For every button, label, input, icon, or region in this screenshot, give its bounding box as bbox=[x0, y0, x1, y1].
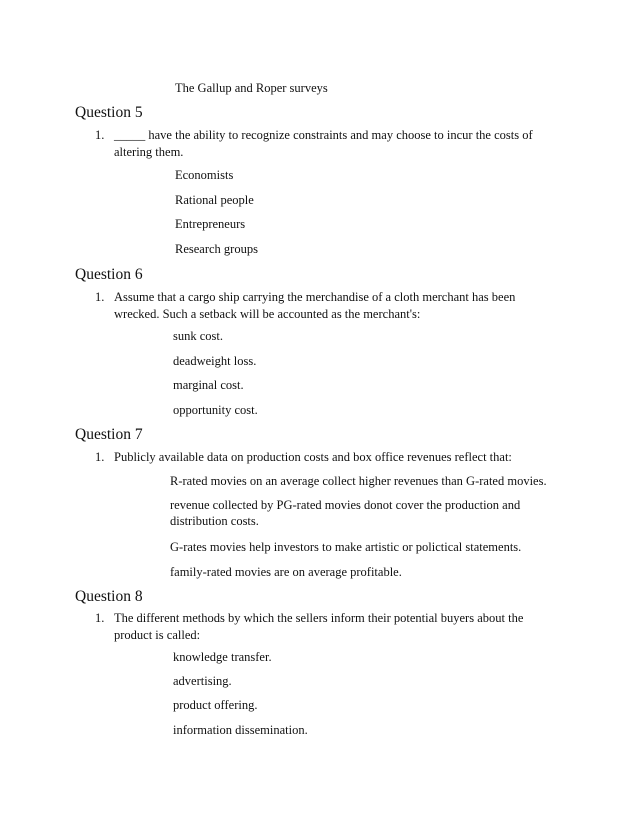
question-7-option-3: G-rates movies help investors to make artistic or polictical statements. bbox=[170, 540, 522, 554]
question-7-heading: Question 7 bbox=[75, 426, 143, 443]
question-5-heading: Question 5 bbox=[75, 104, 143, 121]
question-6-option-2: deadweight loss. bbox=[173, 354, 257, 368]
question-8-option-2: advertising. bbox=[173, 674, 232, 688]
question-7-option-2: revenue collected by PG-rated movies donot cover the production and distribution costs. bbox=[170, 498, 521, 528]
question-6-prompt bbox=[95, 289, 545, 323]
question-8-option-3: product offering. bbox=[173, 698, 258, 712]
list-number: 1. bbox=[95, 450, 105, 464]
question-8-heading: Question 8 bbox=[75, 588, 143, 605]
question-8-option-4: information dissemination. bbox=[173, 723, 308, 737]
question-6-heading: Question 6 bbox=[75, 266, 143, 283]
list-number: 1. bbox=[95, 611, 105, 625]
question-5-option-3: Entrepreneurs bbox=[175, 217, 246, 231]
question-8-option-1: knowledge transfer. bbox=[173, 650, 272, 664]
question-7-text: Publicly available data on production costs and box office revenues reflect that: bbox=[114, 450, 512, 464]
question-5-option-4: Research groups bbox=[175, 242, 258, 256]
question-7-option-1: R-rated movies on an average collect higher revenues than G-rated movies. bbox=[170, 474, 547, 488]
question-5-option-1: Economists bbox=[175, 168, 234, 182]
question-5-prompt bbox=[95, 127, 545, 161]
list-number: 1. bbox=[95, 128, 105, 142]
list-number: 1. bbox=[95, 290, 105, 304]
question-6-option-4: opportunity cost. bbox=[173, 403, 258, 417]
question-5-option-2: Rational people bbox=[175, 193, 254, 207]
question-8-prompt bbox=[95, 610, 545, 644]
question-6-option-3: marginal cost. bbox=[173, 378, 244, 392]
question-8-text: The different methods by which the sellers inform their potential buyers about the product is called: bbox=[114, 611, 524, 642]
previous-answer-option: The Gallup and Roper surveys bbox=[175, 81, 328, 95]
question-6-text: Assume that a cargo ship carrying the merchandise of a cloth merchant has been wrecked. Such a setback will be accounted as the merchant's: bbox=[114, 290, 516, 321]
question-6-option-1: sunk cost. bbox=[173, 329, 223, 343]
question-7-option-4: family-rated movies are on average profitable. bbox=[170, 565, 402, 579]
question-5-text: _____ have the ability to recognize constraints and may choose to incur the costs of altering them. bbox=[114, 128, 533, 159]
question-7-prompt bbox=[95, 449, 545, 466]
